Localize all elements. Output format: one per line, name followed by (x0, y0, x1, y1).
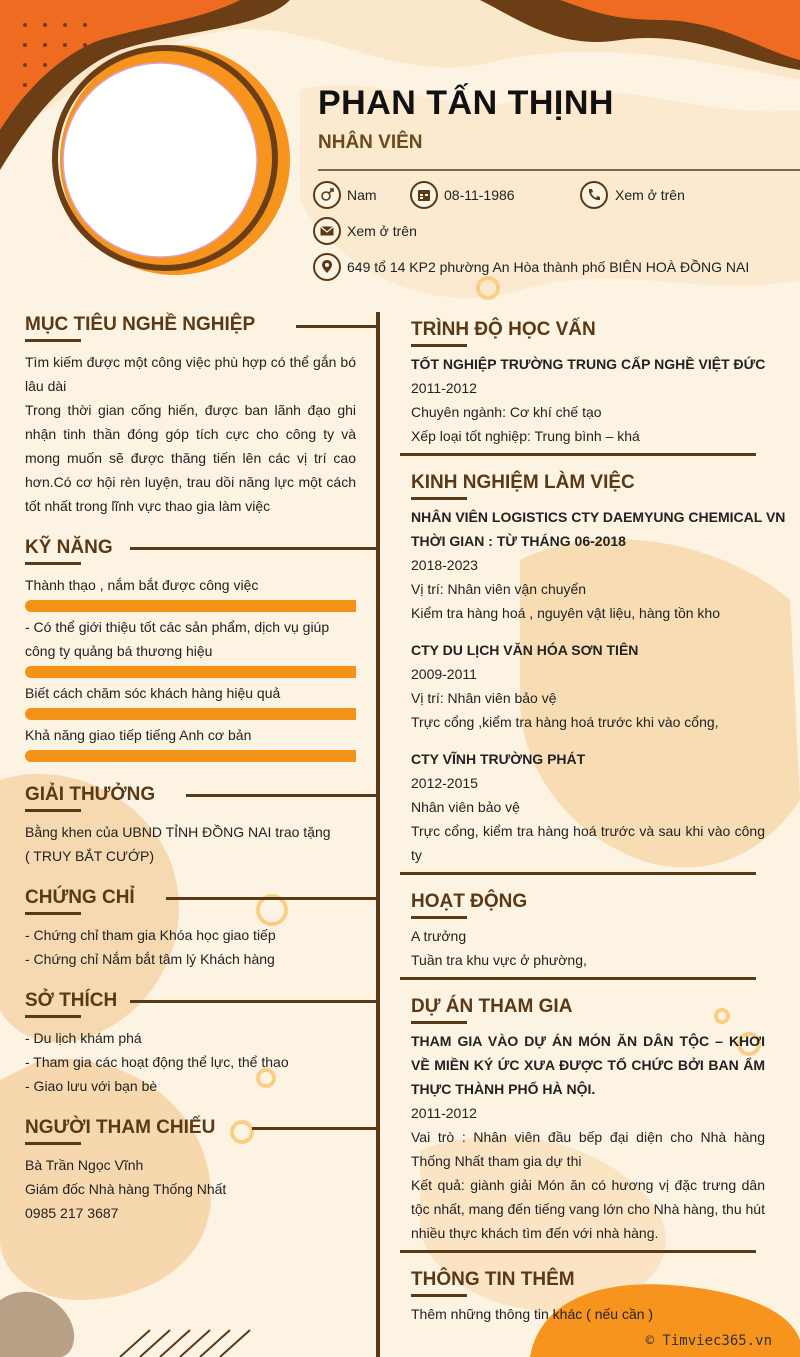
certs-line: - Chứng chỉ tham gia Khóa học giao tiếp (25, 927, 276, 943)
hobbies-line: - Du lịch khám phá (25, 1030, 142, 1046)
refs-line: 0985 217 3687 (25, 1205, 119, 1221)
more-title: THÔNG TIN THÊM (411, 1269, 575, 1291)
objective-rule (296, 325, 378, 328)
education-rule (400, 453, 756, 456)
skill-bar (25, 666, 356, 678)
certs-title: CHỨNG CHỈ (25, 887, 135, 909)
hobbies-line: - Tham gia các hoạt động thể lực, thể thao (25, 1054, 289, 1070)
location-icon (313, 253, 341, 281)
more-line: Thêm những thông tin khác ( nếu cần ) (411, 1306, 654, 1322)
projects-title: DỰ ÁN THAM GIA (411, 996, 572, 1018)
hobbies-title: SỞ THÍCH (25, 990, 117, 1012)
hobbies-line: - Giao lưu với bạn bè (25, 1078, 158, 1094)
skill-label: - Có thể giới thiệu tốt các sản phẩm, dịch vụ giúp công ty quảng bá thương hiệu (25, 619, 330, 659)
education-school: TỐT NGHIỆP TRƯỜNG TRUNG CẤP NGHỀ VIỆT ĐỨC (411, 356, 766, 372)
projects-rule (400, 1250, 756, 1253)
candidate-name: PHAN TẤN THỊNH (318, 84, 614, 122)
calendar-icon (410, 181, 438, 209)
objective-text-2: Trong thời gian cống hiến, được ban lãnh đạo ghi nhận tinh thần đóng góp tích cực cho công ty và mong muốn sẽ được thăng tiến lên các vị trí cao hơn.Có cơ hội rèn luyện, trau dồi năng lực một cách tốt nhất trong lĩnh vực thao gia làm việc (25, 402, 356, 514)
activities-line: Tuần tra khu vực ở phường, (411, 952, 587, 968)
certs-line: - Chứng chỉ Nắm bắt tâm lý Khách hàng (25, 951, 275, 967)
skill-label: Biết cách chăm sóc khách hàng hiệu quả (25, 685, 281, 701)
hobbies-rule (130, 1000, 378, 1003)
refs-line: Bà Trần Ngọc Vĩnh (25, 1157, 144, 1173)
project-result: Kết quả: giành giải Món ăn có hương vị đặc trưng dân tộc nhất, mang đến tiếng vang lớn cho Nhà hàng, thu hút nhiều thực khách tìm đến với nhà hàng. (411, 1177, 765, 1241)
education-grade: Xếp loại tốt nghiệp: Trung bình – khá (411, 428, 640, 444)
skill-label: Thành thạo , nắm bắt được công việc (25, 577, 259, 593)
job-description: Kiểm tra hàng hoá , nguyên vật liệu, hàng tồn kho (411, 605, 720, 621)
job-position: Vị trí: Nhân viên bảo vệ (411, 690, 557, 706)
phone-text: Xem ở trên (615, 187, 685, 203)
education-major: Chuyên ngành: Cơ khí chế tạo (411, 404, 602, 420)
awards-title: GIẢI THƯỞNG (25, 784, 155, 806)
refs-rule (252, 1127, 378, 1130)
gender-text: Nam (347, 187, 377, 203)
awards-line: Bằng khen của UBND TỈNH ĐỒNG NAI trao tặng (25, 824, 331, 840)
experience-title: KINH NGHIỆM LÀM VIỆC (411, 472, 635, 494)
experience-rule (400, 872, 756, 875)
email-text: Xem ở trên (347, 223, 417, 239)
education-years: 2011-2012 (411, 380, 477, 396)
project-years: 2011-2012 (411, 1105, 477, 1121)
skill-bar (25, 750, 356, 762)
activities-line: A trưởng (411, 928, 467, 944)
activities-rule (400, 977, 756, 980)
phone-icon (580, 181, 608, 209)
certs-rule (166, 897, 378, 900)
education-title: TRÌNH ĐỘ HỌC VẤN (411, 319, 596, 341)
footer-watermark: © Timviec365.vn (645, 1333, 772, 1349)
skill-bar (25, 600, 356, 612)
job-position: Nhân viên bảo vệ (411, 799, 520, 815)
dob-text: 08-11-1986 (444, 187, 515, 203)
email-icon (313, 217, 341, 245)
project-role: Vai trò : Nhân viên đầu bếp đại diện cho Nhà hàng Thống Nhất tham gia dự thi (411, 1129, 765, 1169)
refs-line: Giám đốc Nhà hàng Thống Nhất (25, 1181, 227, 1197)
job-time: THỜI GIAN : TỪ THÁNG 06-2018 (411, 533, 626, 549)
skill-label: Khả năng giao tiếp tiếng Anh cơ bản (25, 727, 252, 743)
skills-rule (130, 547, 378, 550)
project-name: THAM GIA VÀO DỰ ÁN MÓN ĂN DÂN TỘC – KHƠI VỀ MIỀN KÝ ỨC XƯA ĐƯỢC TỔ CHỨC BỞI BAN ẨM THỰC THÀNH PHỐ HÀ NỘI. (411, 1033, 765, 1097)
gender-icon (313, 181, 341, 209)
job-years: 2012-2015 (411, 775, 478, 791)
objective-title: MỤC TIÊU NGHỀ NGHIỆP (25, 314, 255, 336)
address-text: 649 tổ 14 KP2 phường An Hòa thành phố BIÊN HOÀ ĐỒNG NAI (347, 259, 750, 275)
job-position: Vị trí: Nhân viên vận chuyển (411, 581, 587, 597)
job-company: NHÂN VIÊN LOGISTICS CTY DAEMYUNG CHEMICAL VN (411, 509, 786, 525)
awards-line: ( TRUY BẮT CƯỚP) (25, 848, 154, 864)
job-company: CTY DU LỊCH VĂN HÓA SƠN TIÊN (411, 642, 639, 658)
job-company: CTY VĨNH TRƯỜNG PHÁT (411, 751, 586, 767)
job-years: 2009-2011 (411, 666, 477, 682)
refs-title: NGƯỜI THAM CHIẾU (25, 1117, 215, 1139)
job-years: 2018-2023 (411, 557, 478, 573)
job-description: Trực cổng, kiểm tra hàng hoá trước và sau khi vào công ty (411, 823, 765, 863)
objective-text-1: Tìm kiếm được một công việc phù hợp có thể gắn bó lâu dài (25, 354, 356, 394)
activities-title: HOẠT ĐỘNG (411, 891, 527, 913)
skill-bar (25, 708, 356, 720)
candidate-role: NHÂN VIÊN (318, 132, 423, 153)
job-description: Trực cổng ,kiểm tra hàng hoá trước khi vào cổng, (411, 714, 719, 730)
skills-title: KỸ NĂNG (25, 537, 113, 559)
awards-rule (186, 794, 378, 797)
